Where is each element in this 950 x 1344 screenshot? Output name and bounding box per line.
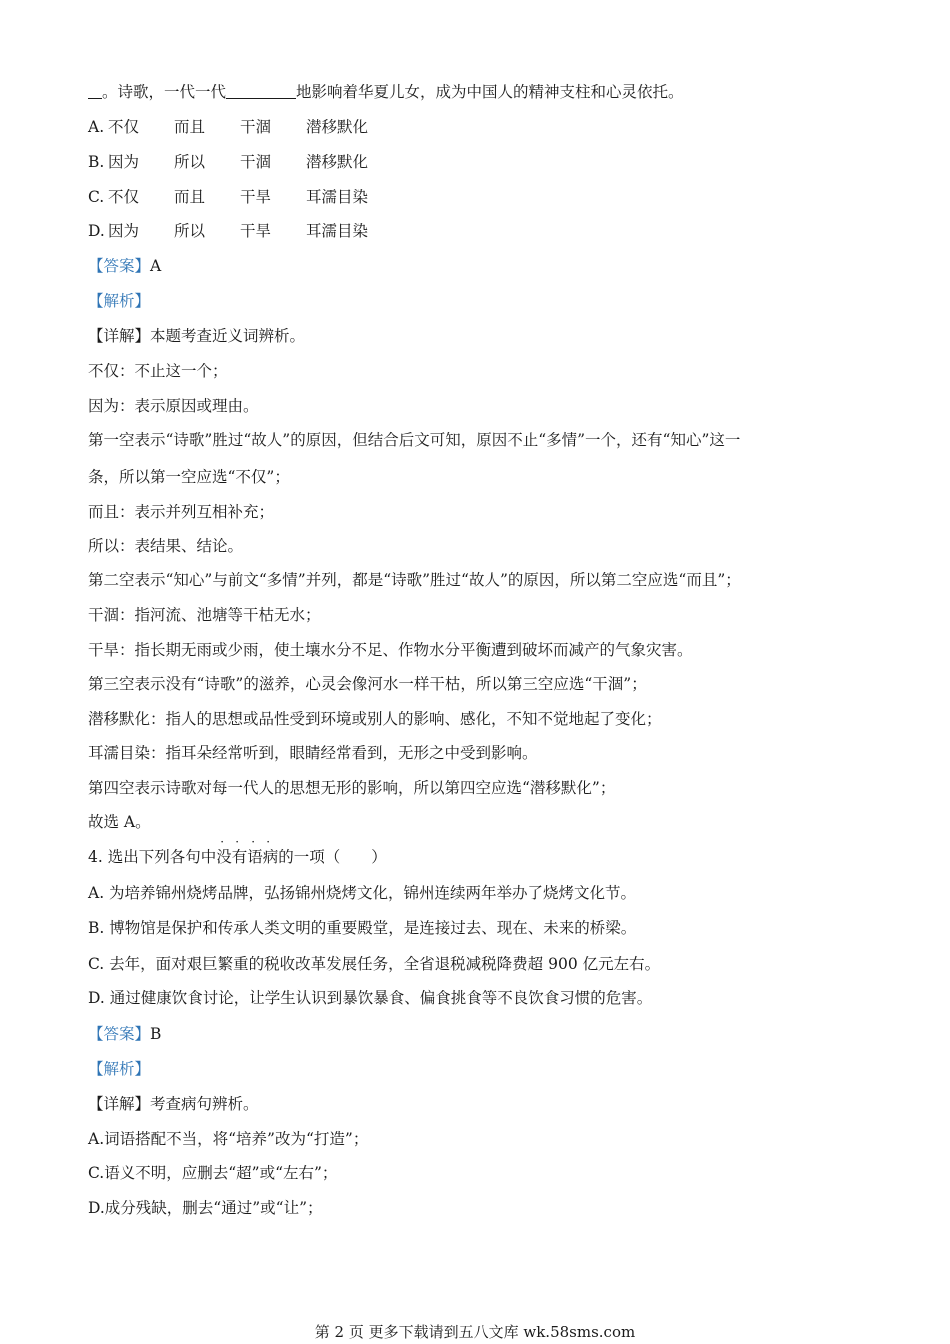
option-word-2: 所以: [174, 153, 206, 171]
q3-detail-line: 干旱：指长期无雨或少雨，使土壤水分不足、作物水分平衡遭到破坏而减产的气象灾害。: [88, 641, 693, 659]
option-word-3: 干涸: [240, 153, 272, 171]
q4-detail-line: 【详解】考查病句辨析。: [88, 1095, 259, 1113]
option-word-1: 因为: [108, 222, 140, 240]
q4-option-c: C. 去年，面对艰巨繁重的税收改革发展任务，全省退税减税降费超 900 亿元左右。: [88, 955, 661, 973]
q3-option-b: [88, 151, 368, 173]
q3-detail-line: 耳濡目染：指耳朵经常听到，眼睛经常看到，无形之中受到影响。: [88, 744, 538, 762]
q4-stem-emph-text: 没有语病: [216, 848, 279, 866]
analysis-tag: 【解析】: [88, 1060, 151, 1078]
option-word-1: 不仅: [108, 188, 140, 206]
q3-detail-line: 条，所以第一空应选“不仅”；: [88, 468, 290, 486]
emphasis-dot: ·: [251, 835, 256, 849]
q4-stem-before: 4. 选出下列各句中: [88, 848, 217, 866]
option-word-2: 而且: [174, 188, 206, 206]
q4-option-a: A. 为培养锦州烧烤品牌，弘扬锦州烧烤文化，锦州连续两年举办了烧烤文化节。: [88, 884, 637, 902]
q3-detail-line: 所以：表结果、结论。: [88, 537, 244, 555]
q4-detail-line: C.语义不明，应删去“超”或“左右”；: [88, 1164, 338, 1182]
option-word-4: 潜移默化: [306, 153, 369, 171]
q4-analysis-heading: [88, 1058, 150, 1080]
q4-stem: [88, 835, 387, 868]
q3-stem-line: [88, 81, 684, 103]
option-letter: C.: [88, 188, 105, 206]
q3-option-c: [88, 186, 368, 208]
answer-tag: 【答案】: [88, 1025, 151, 1043]
option-word-3: 干涸: [240, 118, 272, 136]
q3-detail-line: 因为：表示原因或理由。: [88, 397, 259, 415]
q4-detail-line: D.成分残缺，删去“通过”或“让”；: [88, 1199, 323, 1217]
answer-value: A: [150, 257, 162, 275]
option-word-4: 潜移默化: [306, 118, 369, 136]
q3-detail-line: 而且：表示并列互相补充；: [88, 503, 275, 521]
analysis-tag: 【解析】: [88, 292, 151, 310]
q3-detail-line: 不仅：不止这一个；: [88, 362, 228, 380]
option-word-4: 耳濡目染: [306, 222, 369, 240]
q3-detail-line: 第一空表示“诗歌”胜过“故人”的原因，但结合后文可知，原因不止“多情”一个，还有“知心”这一: [88, 431, 741, 449]
option-word-3: 干旱: [240, 188, 272, 206]
emphasis-dot: ·: [220, 835, 225, 849]
option-word-2: 而且: [174, 118, 206, 136]
q4-answer: [88, 1023, 161, 1045]
q4-stem-emphasis: [216, 835, 279, 868]
answer-tag: 【答案】: [88, 257, 151, 275]
page-footer: 第 2 页 更多下载请到五八文库 wk.58sms.com: [314, 1323, 636, 1341]
option-word-2: 所以: [174, 222, 206, 240]
option-letter: A.: [88, 118, 105, 136]
q3-detail-line: 第四空表示诗歌对每一代人的思想无形的影响，所以第四空应选“潜移默化”；: [88, 779, 616, 797]
q4-option-d: D. 通过健康饮食讨论，让学生认识到暴饮暴食、偏食挑食等不良饮食习惯的危害。: [88, 989, 653, 1007]
option-letter: B.: [88, 153, 105, 171]
q3-detail-line: 潜移默化：指人的思想或品性受到环境或别人的影响、感化，不知不觉地起了变化；: [88, 710, 662, 728]
q4-detail-line: A.词语搭配不当，将“培养”改为“打造”；: [88, 1130, 369, 1148]
q3-detail-line: 第三空表示没有“诗歌”的滋养，心灵会像河水一样干枯，所以第三空应选“干涸”；: [88, 675, 647, 693]
answer-value: B: [150, 1025, 162, 1043]
q3-detail-line: 第二空表示“知心”与前文“多情”并列，都是“诗歌”胜过“故人”的原因，所以第二空应选“而且”；: [88, 571, 741, 589]
option-word-1: 因为: [108, 153, 140, 171]
q4-stem-after: 的一项（ ）: [278, 848, 387, 866]
q3-answer: [88, 255, 161, 277]
option-word-3: 干旱: [240, 222, 272, 240]
q4-option-b: B. 博物馆是保护和传承人类文明的重要殿堂，是连接过去、现在、未来的桥梁。: [88, 919, 637, 937]
emphasis-dot: ·: [235, 835, 240, 849]
q3-stem-text-1: 。诗歌，一代一代: [102, 83, 227, 101]
q3-detail-line: 故选 A。: [88, 813, 151, 831]
option-word-4: 耳濡目染: [306, 188, 369, 206]
q3-detail-line: 干涸：指河流、池塘等干枯无水；: [88, 606, 321, 624]
q3-stem-text-2: 地影响着华夏儿女，成为中国人的精神支柱和心灵依托。: [296, 83, 684, 101]
q3-analysis-heading: [88, 290, 150, 312]
fill-blank: [88, 82, 102, 99]
option-word-1: 不仅: [108, 118, 140, 136]
q3-option-a: [88, 116, 368, 138]
q3-option-d: [88, 220, 368, 242]
q3-detail-line: 【详解】本题考查近义词辨析。: [88, 327, 306, 345]
option-letter: D.: [88, 222, 105, 240]
emphasis-dot: ·: [266, 835, 271, 849]
fill-blank: [226, 82, 296, 99]
